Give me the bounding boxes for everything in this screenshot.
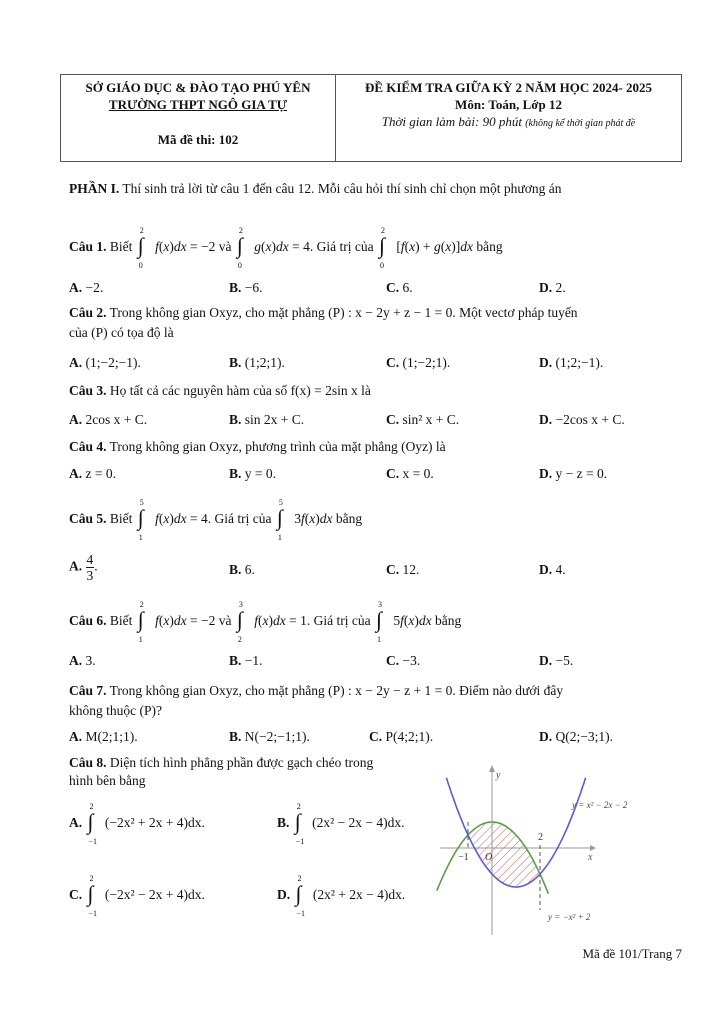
header-left	[61, 75, 336, 161]
q3-option-a[interactable]: A. 2cos x + C.	[69, 412, 148, 427]
q7-option-b[interactable]: B. N(−2;−1;1).	[229, 729, 310, 744]
exam-time: Thời gian làm bài: 90 phút (không kể thời gian phát đề	[381, 114, 636, 129]
tick-label-neg1: −1	[458, 852, 469, 863]
question-7-line2: không thuộc (P)?	[69, 703, 162, 718]
q8-graph	[430, 760, 680, 940]
q6-option-a[interactable]: A. 3.	[69, 653, 96, 668]
question-1: Câu 1. Biết ∫ 2 0 f(x)dx = −2 và ∫ 2 0 g(x)dx = 4. Giá trị của ∫ 2 0 [f(x) + g(x)]dx bằng	[69, 226, 503, 270]
q2-option-a[interactable]: A. (1;−2;−1).	[69, 355, 141, 370]
q3-option-c[interactable]: C. sin² x + C.	[386, 412, 460, 427]
page-footer: Mã đề 101/Trang 7	[582, 946, 682, 961]
q5-option-a[interactable]: A. $\frac{4}{3}$ .	[69, 552, 98, 583]
header-school: TRƯỜNG THPT NGÔ GIA TỰ	[108, 97, 288, 112]
part1-instructions: PHẦN I. Thí sinh trả lời từ câu 1 đến câu 12. Mỗi câu hỏi thí sinh chỉ chọn một phương án	[69, 181, 562, 196]
exam-title: ĐỀ KIỂM TRA GIỮA KỲ 2 NĂM HỌC 2024- 2025	[364, 80, 653, 95]
q6-option-d[interactable]: D. −5.	[539, 653, 574, 668]
q1-option-d[interactable]: D. 2.	[539, 280, 566, 295]
q3-option-b[interactable]: B. sin 2x + C.	[229, 412, 305, 427]
question-3: Câu 3. Họ tất cả các nguyên hàm của số f(x) = 2sin x là	[69, 383, 371, 398]
q4-option-a[interactable]: A. z = 0.	[69, 466, 116, 481]
q6-option-c[interactable]: C. −3.	[386, 653, 421, 668]
tick-label-2: 2	[538, 832, 543, 843]
header-dept: SỞ GIÁO DỤC & ĐÀO TẠO PHÚ YÊN	[85, 80, 311, 95]
x-axis-label: x	[588, 852, 593, 863]
q6-option-b[interactable]: B. −1.	[229, 653, 263, 668]
q4-option-c[interactable]: C. x = 0.	[386, 466, 434, 481]
exam-code: Mã đề thi: 102	[157, 132, 239, 147]
q8-option-a[interactable]: A. ∫ 2 −1 (−2x² + 2x + 4)dx.	[69, 802, 205, 846]
q7-option-d[interactable]: D. Q(2;−3;1).	[539, 729, 613, 744]
q7-option-a[interactable]: A. M(2;1;1).	[69, 729, 138, 744]
q5-option-d[interactable]: D. 4.	[539, 562, 566, 577]
header-right	[336, 75, 681, 161]
question-2-line2: của (P) có tọa độ là	[69, 325, 174, 340]
exam-header	[60, 74, 682, 162]
question-7: Câu 7. Trong không gian Oxyz, cho mặt phẳng (P) : x − 2y − z + 1 = 0. Điểm nào dưới đây	[69, 683, 564, 698]
q1-option-a[interactable]: A. −2.	[69, 280, 104, 295]
curve2-label: y = −x² + 2	[548, 912, 591, 922]
origin-label: O	[485, 852, 493, 863]
question-6: Câu 6. Biết ∫ 2 1 f(x)dx = −2 và ∫ 3 2 f(x)dx = 1. Giá trị của ∫ 3 1 5f(x)dx bằng	[69, 600, 462, 644]
q2-option-d[interactable]: D. (1;2;−1).	[539, 355, 604, 370]
question-8-line2: hình bên bằng	[69, 773, 146, 788]
question-5: Câu 5. Biết ∫ 5 1 f(x)dx = 4. Giá trị của ∫ 5 1 3f(x)dx bằng	[69, 498, 363, 542]
y-axis-label: y	[496, 770, 501, 781]
y-axis-arrow	[489, 765, 495, 772]
q8-option-d[interactable]: D. ∫ 2 −1 (2x² + 2x − 4)dx.	[277, 874, 406, 918]
q4-option-b[interactable]: B. y = 0.	[229, 466, 277, 481]
q8-option-c[interactable]: C. ∫ 2 −1 (−2x² − 2x + 4)dx.	[69, 874, 205, 918]
question-8: Câu 8. Diện tích hình phẳng phần được gạch chéo trong	[69, 755, 374, 770]
q5-option-c[interactable]: C. 12.	[386, 562, 420, 577]
q5-option-b[interactable]: B. 6.	[229, 562, 255, 577]
q8-option-b[interactable]: B. ∫ 2 −1 (2x² − 2x − 4)dx.	[277, 802, 405, 846]
q1-option-c[interactable]: C. 6.	[386, 280, 413, 295]
q7-option-c[interactable]: C. P(4;2;1).	[369, 729, 434, 744]
curve1-label: y = x² − 2x − 2	[572, 800, 628, 810]
question-4: Câu 4. Trong không gian Oxyz, phương trình của mặt phẳng (Oyz) là	[69, 439, 446, 454]
q2-option-c[interactable]: C. (1;−2;1).	[386, 355, 451, 370]
exam-subject: Môn: Toán, Lớp 12	[455, 97, 562, 112]
x-axis-arrow	[590, 845, 596, 851]
question-2: Câu 2. Trong không gian Oxyz, cho mặt phẳng (P) : x − 2y + z − 1 = 0. Một vectơ pháp tuyến	[69, 305, 578, 320]
q2-option-b[interactable]: B. (1;2;1).	[229, 355, 285, 370]
q4-option-d[interactable]: D. y − z = 0.	[539, 466, 608, 481]
q3-option-d[interactable]: D. −2cos x + C.	[539, 412, 625, 427]
q1-option-b[interactable]: B. −6.	[229, 280, 263, 295]
